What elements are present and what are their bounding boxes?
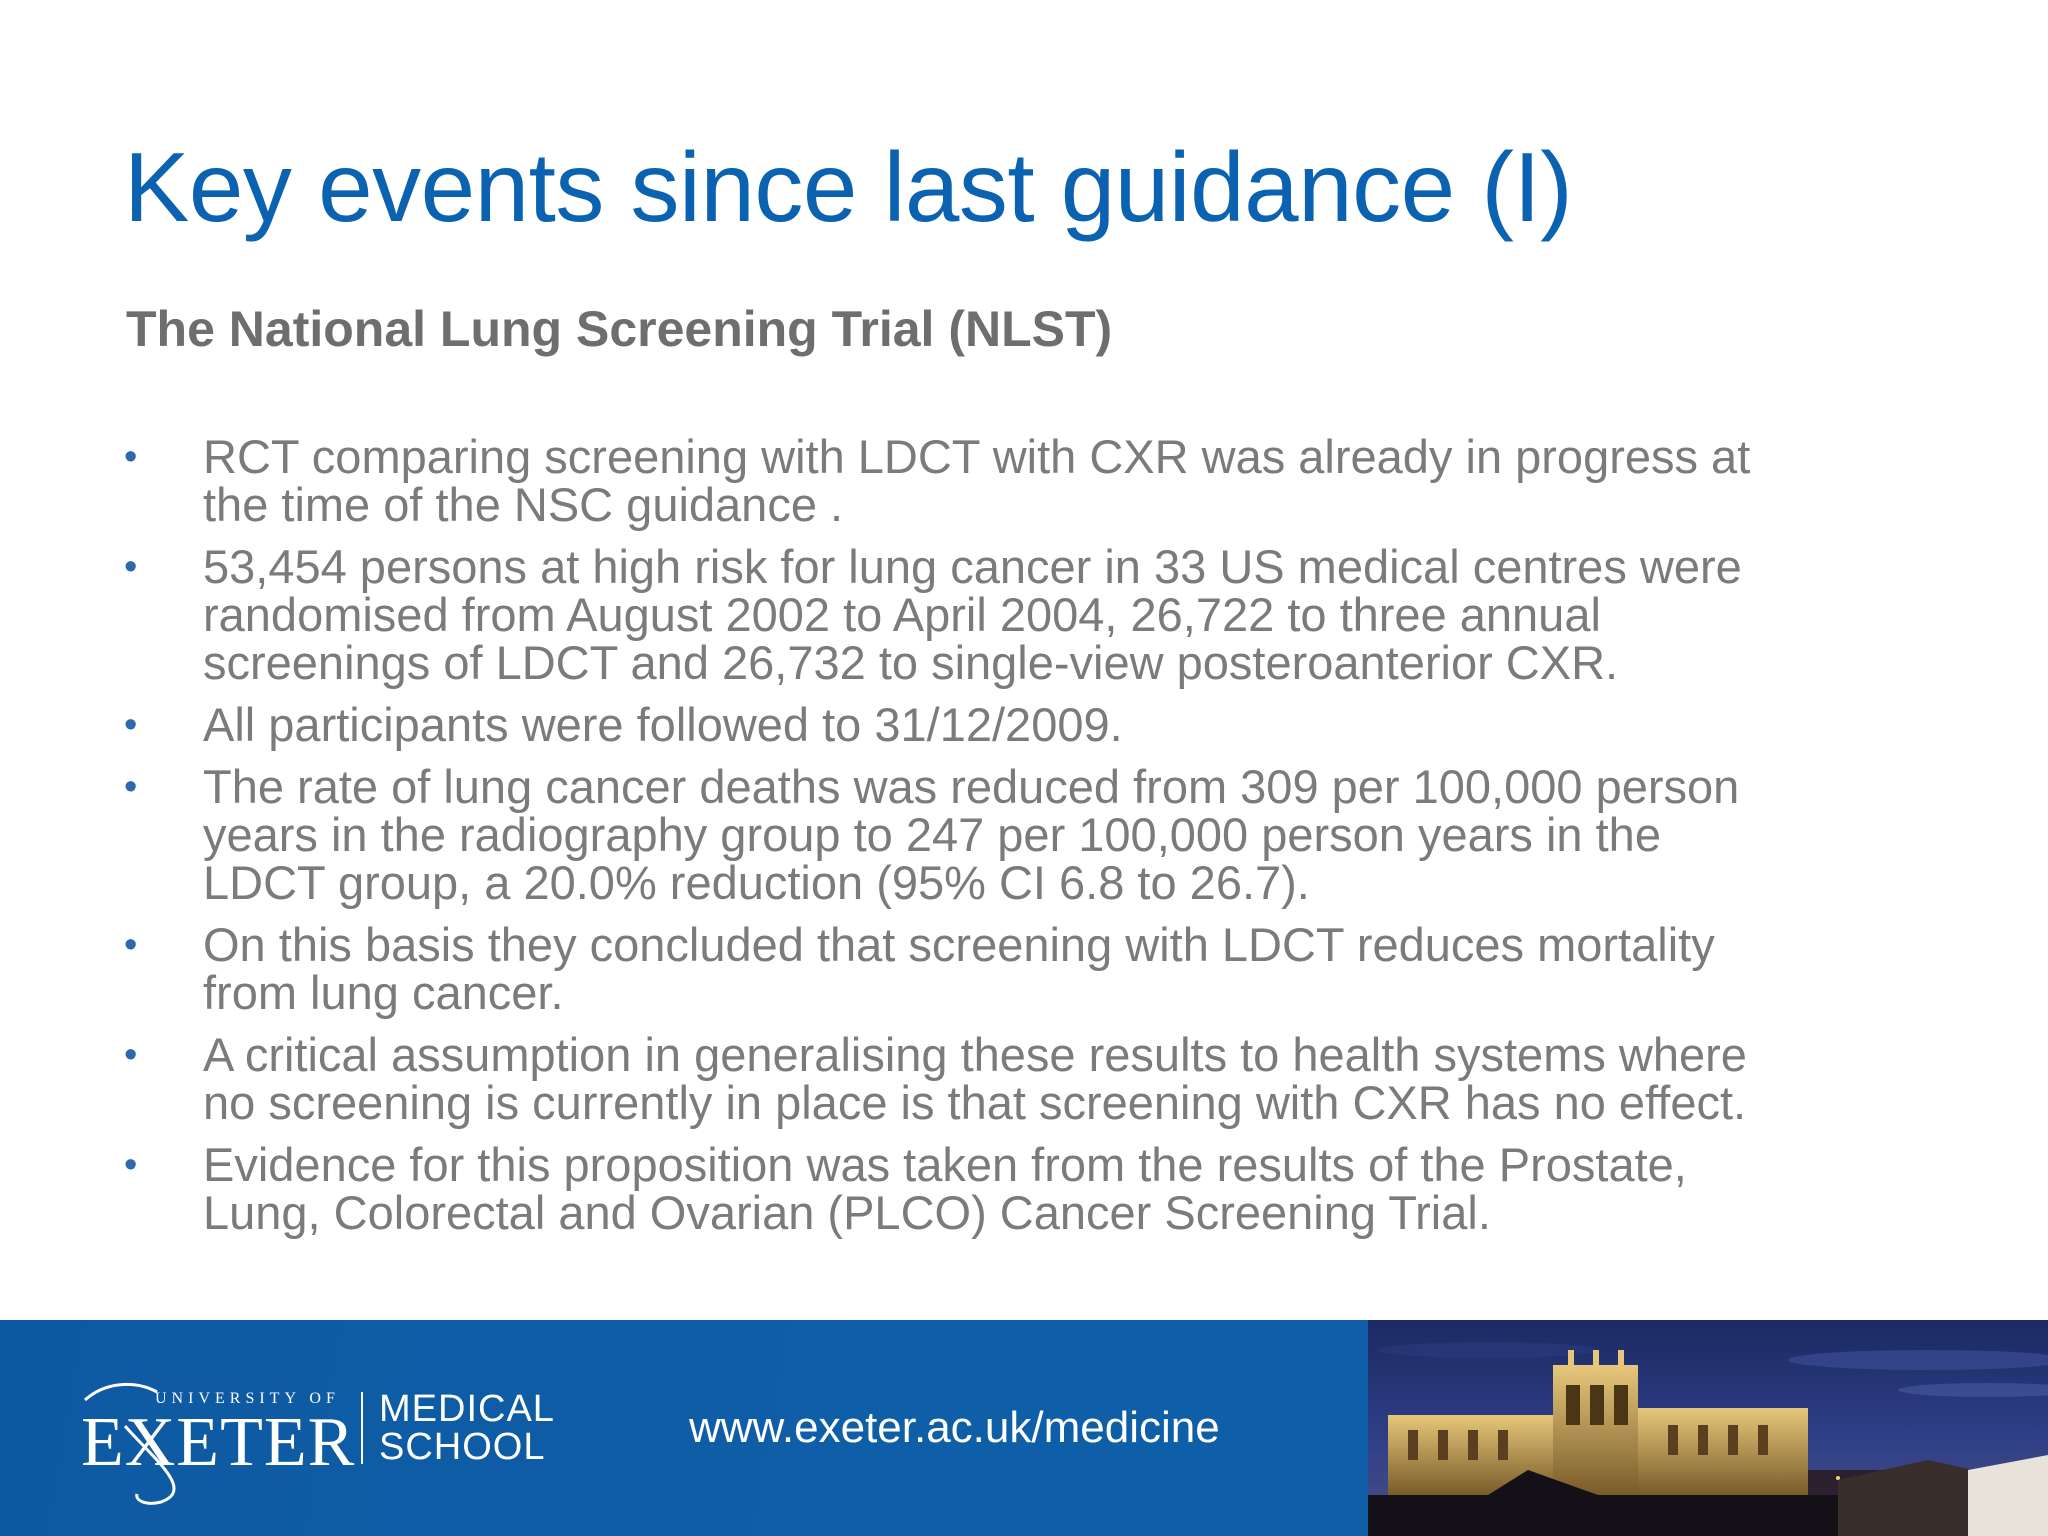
bullet-dot-icon: • (124, 1144, 138, 1186)
logo-medical: MEDICAL (379, 1388, 555, 1430)
bullet-text-line: 53,454 persons at high risk for lung cancer in 33 US medical centres were (203, 540, 1742, 593)
footer-url: www.exeter.ac.uk/medicine (689, 1403, 1220, 1452)
bullet-text-line: On this basis they concluded that screening with LDCT reduces mortality (203, 918, 1715, 971)
bullet-dot-icon: • (124, 1034, 138, 1076)
bullet-text-line: no screening is currently in place is that screening with CXR has no effect. (203, 1076, 1747, 1129)
logo-medical-school (379, 1390, 555, 1466)
bullet-text-line: the time of the NSC guidance . (203, 478, 844, 531)
bullet-dot-icon: • (124, 766, 138, 808)
bullet-item (0, 698, 2048, 751)
bullet-text-line: The rate of lung cancer deaths was reduced from 309 per 100,000 person (203, 760, 1740, 813)
bullet-text-line: randomised from August 2002 to April 2004, 26,722 to three annual (203, 588, 1601, 641)
bullet-list (0, 430, 2048, 1251)
bullet-text-line: A critical assumption in generalising these results to health systems where (203, 1028, 1747, 1081)
logo-exeter: EXETER (81, 1404, 356, 1481)
footer-banner (0, 1320, 2048, 1536)
bullet-item (0, 760, 2048, 909)
bullet-text-line: RCT comparing screening with LDCT with CXR was already in progress at (203, 430, 1751, 483)
bullet-item (0, 1138, 2048, 1239)
logo-school: SCHOOL (379, 1426, 546, 1468)
slide-subtitle: The National Lung Screening Trial (NLST) (126, 301, 1113, 357)
bullet-item (0, 918, 2048, 1019)
bullet-dot-icon: • (124, 704, 138, 746)
university-logo (65, 1370, 585, 1510)
bullet-item (0, 540, 2048, 689)
bullet-text-line: LDCT group, a 20.0% reduction (95% CI 6.8 to 26.7). (203, 856, 1310, 909)
logo-university-of: UNIVERSITY OF (155, 1390, 340, 1407)
bullet-dot-icon: • (124, 436, 138, 478)
bullet-text-line: screenings of LDCT and 26,732 to single-view posteroanterior CXR. (203, 636, 1619, 689)
bullet-text-line: years in the radiography group to 247 per 100,000 person years in the (203, 808, 1661, 861)
cathedral-night-photo (1368, 1320, 2048, 1536)
bullet-dot-icon: • (124, 924, 138, 966)
bullet-dot-icon: • (124, 546, 138, 588)
bullet-text-line: Lung, Colorectal and Ovarian (PLCO) Cancer Screening Trial. (203, 1186, 1491, 1239)
logo-divider (361, 1392, 363, 1464)
bullet-text-line: Evidence for this proposition was taken from the results of the Prostate, (203, 1138, 1687, 1191)
bullet-text-line: from lung cancer. (203, 966, 564, 1019)
bullet-text-line: All participants were followed to 31/12/2009. (203, 698, 1123, 751)
bullet-item (0, 430, 2048, 531)
bullet-item (0, 1028, 2048, 1129)
slide-title: Key events since last guidance (I) (124, 132, 1573, 242)
